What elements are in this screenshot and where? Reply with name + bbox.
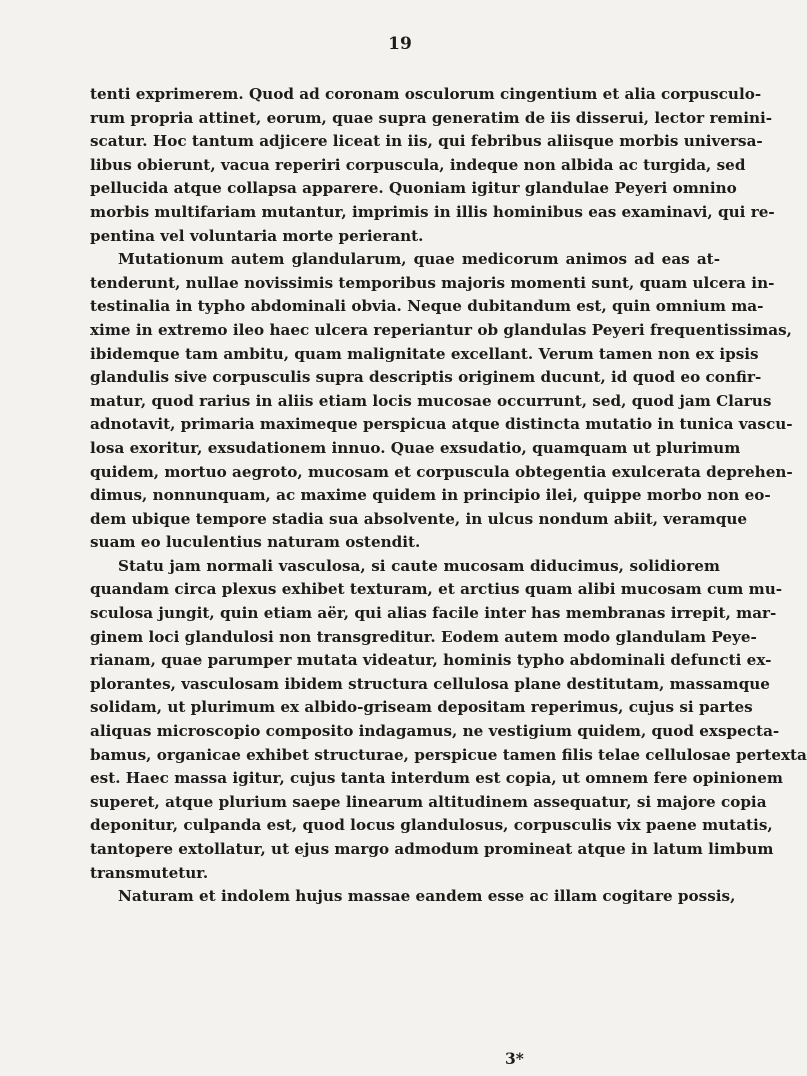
- text-line: dem ubique tempore stadia sua absolvente, in ulcus nondum abiit, veramque: [90, 509, 748, 528]
- text-line: transmutetur.: [90, 863, 209, 882]
- text-line: scatur. Hoc tantum adjicere liceat in iis, qui febribus aliisque morbis universa-: [90, 132, 763, 151]
- text-line: aliquas microscopio composito indagamus, ne vestigium quidem, quod exspecta-: [90, 722, 780, 741]
- text-line: ginem loci glandulosi non transgreditur. Eodem autem modo glandulam Peye-: [90, 627, 757, 646]
- text-line: libus obierunt, vacua reperiri corpuscula, indeque non albida ac turgida, sed: [90, 155, 746, 174]
- text-line: quandam circa plexus exhibet texturam, et arctius quam alibi mucosam cum mu-: [90, 580, 783, 599]
- text-line: deponitur, culpanda est, quod locus glandulosus, corpusculis vix paene mutatis,: [90, 816, 773, 835]
- text-line: bamus, organicae exhibet structurae, perspicue tamen filis telae cellulosae pertexta: [90, 745, 807, 764]
- text-line: superet, atque plurium saepe linearum altitudinem assequatur, si majore copia: [90, 792, 767, 811]
- text-line: ibidemque tam ambitu, quam malignitate excellant. Verum tamen non ex ipsis: [90, 344, 759, 363]
- text-line: rum propria attinet, eorum, quae supra generatim de iis disserui, lector remini-: [90, 108, 773, 127]
- text-line: est. Haec massa igitur, cujus tanta interdum est copia, ut omnem fere opinionem: [90, 769, 783, 788]
- text-line: Mutationum autem glandularum, quae medicorum animos ad eas at-: [118, 250, 720, 269]
- text-line: rianam, quae parumper mutata videatur, hominis typho abdominali defuncti ex-: [90, 651, 772, 670]
- body-text: [90, 83, 807, 909]
- page-number: 19: [388, 34, 412, 54]
- text-line: plorantes, vasculosam ibidem structura cellulosa plane destitutam, massamque: [90, 674, 770, 693]
- text-line: tenti exprimerem. Quod ad coronam osculorum cingentium et alia corpusculo-: [90, 85, 762, 103]
- text-line: morbis multifariam mutantur, imprimis in illis hominibus eas examinavi, qui re-: [90, 202, 775, 221]
- signature-mark: 3*: [505, 1049, 524, 1068]
- text-line: xime in extremo ileo haec ulcera reperiantur ob glandulas Peyeri frequentissimas,: [90, 320, 792, 339]
- text-line: sculosa jungit, quin etiam aër, qui alias facile inter has membranas irrepit, mar-: [90, 604, 777, 623]
- text-line: losa exoritur, exsudationem innuo. Quae exsudatio, quamquam ut plurimum: [90, 438, 741, 457]
- text-line: quidem, mortuo aegroto, mucosam et corpuscula obtegentia exulcerata deprehen-: [90, 462, 793, 481]
- text-line: matur, quod rarius in aliis etiam locis mucosae occurrunt, sed, quod jam Clarus: [90, 391, 772, 410]
- text-line: dimus, nonnunquam, ac maxime quidem in principio ilei, quippe morbo non eo-: [90, 486, 771, 505]
- text-line: glandulis sive corpusculis supra descriptis originem ducunt, id quod eo confir-: [90, 368, 762, 387]
- text-line: adnotavit, primaria maximeque perspicua atque distincta mutatio in tunica vascu-: [90, 415, 793, 434]
- text-line: pellucida atque collapsa apparere. Quoniam igitur glandulae Peyeri omnino: [90, 179, 737, 198]
- text-line: solidam, ut plurimum ex albido-griseam depositam reperimus, cujus si partes: [90, 698, 753, 717]
- text-line: Naturam et indolem hujus massae eandem esse ac illam cogitare possis,: [118, 887, 736, 906]
- text-line: pentina vel voluntaria morte perierant.: [90, 226, 424, 245]
- text-line: suam eo luculentius naturam ostendit.: [90, 533, 421, 552]
- text-line: Statu jam normali vasculosa, si caute mucosam diducimus, solidiorem: [118, 556, 720, 575]
- text-line: testinalia in typho abdominali obvia. Neque dubitandum est, quin omnium ma-: [90, 297, 764, 316]
- text-line: tantopere extollatur, ut ejus margo admodum promineat atque in latum limbum: [90, 840, 774, 858]
- text-line: tenderunt, nullae novissimis temporibus majoris momenti sunt, quam ulcera in-: [90, 273, 775, 292]
